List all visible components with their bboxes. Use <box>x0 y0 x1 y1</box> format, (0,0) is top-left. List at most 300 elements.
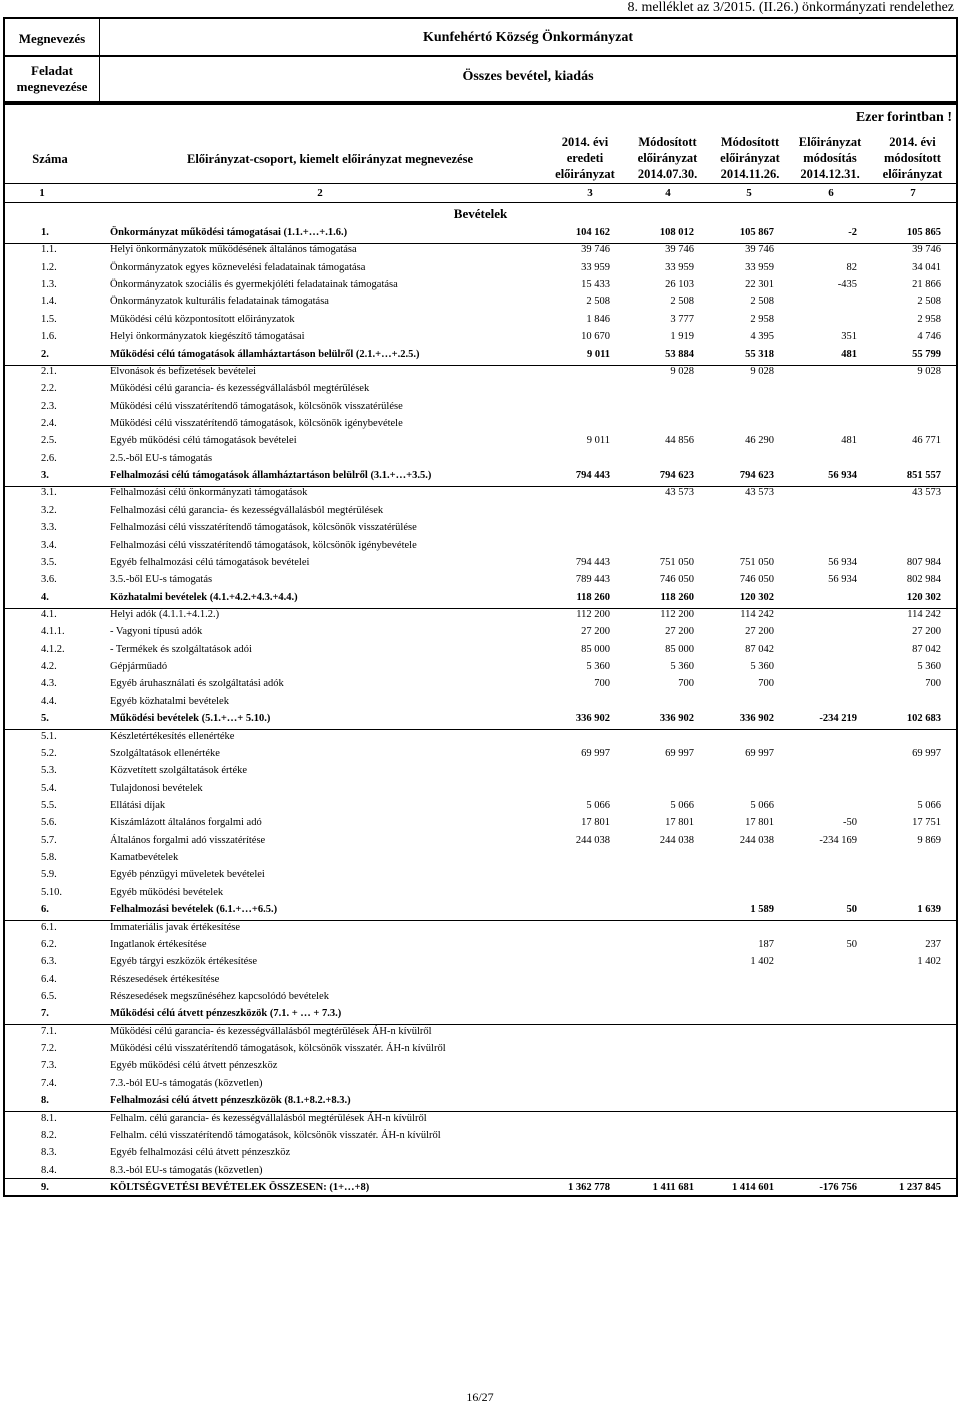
page-number: 16/27 <box>466 1390 494 1404</box>
feladat-label: Feladat megnevezése <box>16 63 88 94</box>
row-value: 55 318 <box>745 349 774 360</box>
row-number: 2.2. <box>41 383 57 394</box>
row-number: 4.1.2. <box>41 644 65 655</box>
table-row <box>5 573 956 590</box>
table-row <box>5 417 956 434</box>
row-value: 17 801 <box>581 817 610 828</box>
row-label: 3.5.-ből EU-s támogatás <box>110 574 213 585</box>
row-value: 105 867 <box>739 227 774 238</box>
row-label: Kiszámlázott általános forgalmi adó <box>110 817 262 828</box>
table-row <box>5 1025 956 1042</box>
row-number: 7.1. <box>41 1026 57 1037</box>
row-value: 10 670 <box>581 331 610 342</box>
row-value: 2 508 <box>586 296 610 307</box>
row-value: 85 000 <box>665 644 694 655</box>
row-value: -435 <box>837 279 857 290</box>
row-value: 3 777 <box>670 314 694 325</box>
row-value: -50 <box>843 817 857 828</box>
col-number: 1 <box>39 187 45 199</box>
row-value: 700 <box>678 678 694 689</box>
row-number: 5.2. <box>41 748 57 759</box>
table-row <box>5 886 956 903</box>
row-label: Önkormányzatok szociális és gyermekjóléti feladatainak támogatása <box>110 279 398 290</box>
row-number: 4.3. <box>41 678 57 689</box>
row-value: 244 038 <box>575 835 610 846</box>
row-value: 5 066 <box>670 800 694 811</box>
row-value: 751 050 <box>659 557 694 568</box>
row-value: 244 038 <box>739 835 774 846</box>
row-value: 27 200 <box>665 626 694 637</box>
row-label: - Termékek és szolgáltatások adói <box>110 644 252 655</box>
row-number: 1.6. <box>41 331 57 342</box>
row-label: Egyéb felhalmozási célú átvett pénzeszköz <box>110 1147 291 1158</box>
row-number: 1.1. <box>41 244 57 255</box>
row-value: 789 443 <box>575 574 610 585</box>
row-value: 807 984 <box>906 557 941 568</box>
row-value: 21 866 <box>912 279 941 290</box>
row-value: 1 919 <box>670 331 694 342</box>
row-value: 26 103 <box>665 279 694 290</box>
row-value: 15 433 <box>581 279 610 290</box>
row-value: 2 508 <box>917 296 941 307</box>
row-number: 3. <box>41 470 49 481</box>
row-value: 55 799 <box>912 349 941 360</box>
row-value: 9 028 <box>750 366 774 377</box>
table-row <box>5 313 956 330</box>
row-value: 69 997 <box>912 748 941 759</box>
row-value: 700 <box>925 678 941 689</box>
row-label: Egyéb felhalmozási célú támogatások bevételei <box>110 557 310 568</box>
row-value: 112 200 <box>576 609 610 620</box>
row-label: Működési célú támogatások államháztartáson belülről (2.1.+…+.2.5.) <box>110 349 420 360</box>
col-header-mod-1126: Módosított előirányzat 2014.11.26. <box>720 135 780 181</box>
row-label: Felhalmozási célú önkormányzati támogatások <box>110 487 308 498</box>
row-value: 1 589 <box>750 904 774 915</box>
row-number: 2.1. <box>41 366 57 377</box>
col-header-change-1231: Előirányzat módosítás 2014.12.31. <box>798 135 862 181</box>
table-row <box>5 834 956 851</box>
row-number: 5.7. <box>41 835 57 846</box>
col-header-original: 2014. évi eredeti előirányzat <box>555 135 615 181</box>
row-value: 851 557 <box>906 470 941 481</box>
row-value: 118 260 <box>576 592 610 603</box>
table-row <box>5 278 956 295</box>
row-label: Felhalmozási célú visszatérítendő támogatások, kölcsönök igénybevétele <box>110 540 417 551</box>
row-number: 2.3. <box>41 401 57 412</box>
row-number: 3.5. <box>41 557 57 568</box>
table-row <box>5 452 956 469</box>
row-value: 108 012 <box>659 227 694 238</box>
megnevezes-label: Megnevezés <box>18 31 86 46</box>
row-value: 85 000 <box>581 644 610 655</box>
row-value: 56 934 <box>828 557 857 568</box>
row-value: 336 902 <box>575 713 610 724</box>
row-value: 17 801 <box>745 817 774 828</box>
task-name: Összes bevétel, kiadás <box>462 69 594 84</box>
row-number: 1. <box>41 227 49 238</box>
row-label: Szolgáltatások ellenértéke <box>110 748 220 759</box>
row-label: Egyéb tárgyi eszközök értékesítése <box>110 956 258 967</box>
row-value: 56 934 <box>828 574 857 585</box>
row-value: 46 771 <box>912 435 941 446</box>
total-separator <box>5 1178 956 1179</box>
row-number: 7.4. <box>41 1078 57 1089</box>
row-label: 8.3.-ból EU-s támogatás (közvetlen) <box>110 1165 263 1176</box>
row-value: 1 414 601 <box>732 1182 774 1193</box>
row-label: Ellátási díjak <box>110 800 166 811</box>
col-number: 3 <box>587 187 593 199</box>
row-number: 5.6. <box>41 817 57 828</box>
table-row <box>5 330 956 347</box>
row-number: 1.4. <box>41 296 57 307</box>
row-label: Működési célú központosított előirányzatok <box>110 314 295 325</box>
row-value: 794 443 <box>575 470 610 481</box>
table-row-total <box>5 226 956 244</box>
row-value: 1 402 <box>917 956 941 967</box>
table-row <box>5 1077 956 1094</box>
table-row <box>5 382 956 399</box>
row-value: 2 508 <box>750 296 774 307</box>
row-value: 56 934 <box>828 470 857 481</box>
row-value: 120 302 <box>906 592 941 603</box>
row-value: 43 573 <box>745 487 774 498</box>
row-label: Elvonások és befizetések bevételei <box>110 366 257 377</box>
row-number: 8.4. <box>41 1165 57 1176</box>
row-label: Helyi önkormányzatok működésének általános támogatása <box>110 244 357 255</box>
col-number: 6 <box>828 187 834 199</box>
row-label: Egyéb működési bevételek <box>110 887 224 898</box>
row-value: 114 242 <box>740 609 774 620</box>
header-organization <box>3 17 958 57</box>
unit-label: Ezer forintban ! <box>855 110 952 125</box>
row-value: -234 169 <box>819 835 857 846</box>
row-value: 17 751 <box>912 817 941 828</box>
table-row <box>5 486 956 503</box>
row-label: Egyéb működési célú támogatások bevételei <box>110 435 297 446</box>
row-value: 5 360 <box>586 661 610 672</box>
row-number: 3.2. <box>41 505 57 516</box>
row-number: 5. <box>41 713 49 724</box>
row-number: 6.3. <box>41 956 57 967</box>
row-value: 1 846 <box>586 314 610 325</box>
row-value: 87 042 <box>912 644 941 655</box>
table-row <box>5 990 956 1007</box>
row-number: 5.3. <box>41 765 57 776</box>
row-label: 2.5.-ből EU-s támogatás <box>110 453 213 464</box>
row-value: 33 959 <box>665 262 694 273</box>
row-value: 39 746 <box>745 244 774 255</box>
row-value: 1 402 <box>750 956 774 967</box>
row-value: 22 301 <box>745 279 774 290</box>
row-label: Működési célú visszatérítendő támogatások, kölcsönök visszatérülése <box>110 401 403 412</box>
row-number: 4.1.1. <box>41 626 65 637</box>
row-number: 2.5. <box>41 435 57 446</box>
row-value: 53 884 <box>665 349 694 360</box>
row-number: 4.1. <box>41 609 57 620</box>
table-row-total <box>5 348 956 366</box>
table-row <box>5 1042 956 1059</box>
row-label: Egyéb áruhasználati és szolgáltatási adók <box>110 678 284 689</box>
row-value: 746 050 <box>659 574 694 585</box>
row-label: Közvetített szolgáltatások értéke <box>110 765 248 776</box>
table-row <box>5 556 956 573</box>
row-value: 39 746 <box>665 244 694 255</box>
row-value: 244 038 <box>659 835 694 846</box>
row-value: 4 746 <box>917 331 941 342</box>
row-value: 794 623 <box>659 470 694 481</box>
row-number: 1.2. <box>41 262 57 273</box>
row-label: Helyi önkormányzatok kiegészítő támogatásai <box>110 331 305 342</box>
row-label: Önkormányzatok egyes köznevelési feladatainak támogatása <box>110 262 366 273</box>
table-row <box>5 660 956 677</box>
row-label: Egyéb működési célú átvett pénzeszköz <box>110 1060 278 1071</box>
row-value: 700 <box>594 678 610 689</box>
table-row <box>5 1129 956 1146</box>
table-row <box>5 730 956 747</box>
header-separator <box>5 202 956 203</box>
row-label: Önkormányzat működési támogatásai (1.1.+…+.1.6.) <box>110 227 348 238</box>
row-value: 27 200 <box>581 626 610 637</box>
col-header-mod-0730: Módosított előirányzat 2014.07.30. <box>637 135 698 181</box>
row-value: 87 042 <box>745 644 774 655</box>
row-value: 44 856 <box>665 435 694 446</box>
header-task <box>3 57 958 103</box>
row-number: 1.5. <box>41 314 57 325</box>
row-label: Tulajdonosi bevételek <box>110 783 203 794</box>
table-row <box>5 504 956 521</box>
col-header-name: Előirányzat-csoport, kiemelt előirányzat megnevezése <box>186 152 474 166</box>
row-value: 5 360 <box>670 661 694 672</box>
table-row <box>5 434 956 451</box>
row-number: 7. <box>41 1008 49 1019</box>
table-row-total <box>5 903 956 921</box>
row-value: 4 395 <box>750 331 774 342</box>
row-label: Ingatlanok értékesítése <box>110 939 207 950</box>
row-value: 9 011 <box>586 349 610 360</box>
budget-table <box>3 103 958 1197</box>
organization-name: Kunfehértó Község Önkormányzat <box>423 30 633 45</box>
row-label: Működési célú garancia- és kezességvállalásból megtérülések <box>110 383 370 394</box>
row-label: Működési célú garancia- és kezességvállalásból megtérülések ÁH-n kívülről <box>110 1026 432 1037</box>
row-label: Felhalmozási célú támogatások államháztartáson belülről (3.1.+…+3.5.) <box>110 470 432 481</box>
table-row-total <box>5 1094 956 1112</box>
row-number: 5.10. <box>41 887 62 898</box>
table-row-total <box>5 1007 956 1025</box>
table-row <box>5 799 956 816</box>
table-row <box>5 955 956 972</box>
row-value: 9 011 <box>586 435 610 446</box>
row-value: 700 <box>758 678 774 689</box>
row-number: 4. <box>41 592 49 603</box>
row-value: 351 <box>841 331 857 342</box>
row-label: Felhalmozási célú visszatérítendő támogatások, kölcsönök visszatérülése <box>110 522 417 533</box>
row-number: 8. <box>41 1095 49 1106</box>
row-value: 102 683 <box>906 713 941 724</box>
table-row <box>5 921 956 938</box>
row-value: 1 639 <box>917 904 941 915</box>
col-number: 5 <box>746 187 752 199</box>
table-row <box>5 608 956 625</box>
row-value: 118 260 <box>660 592 694 603</box>
row-number: 6.5. <box>41 991 57 1002</box>
row-label: Felhalmozási célú garancia- és kezességvállalásból megtérülések <box>110 505 384 516</box>
table-row <box>5 539 956 556</box>
row-label: Működési célú átvett pénzeszközök (7.1. + … + 7.3.) <box>110 1008 342 1019</box>
col-number: 4 <box>665 187 671 199</box>
table-row <box>5 782 956 799</box>
row-number: 6.4. <box>41 974 57 985</box>
row-number: 3.3. <box>41 522 57 533</box>
table-row <box>5 295 956 312</box>
row-label: - Vagyoni típusú adók <box>110 626 203 637</box>
row-label: Kamatbevételek <box>110 852 179 863</box>
row-value: 27 200 <box>912 626 941 637</box>
row-label: KÖLTSÉGVETÉSI BEVÉTELEK ÖSSZESEN: (1+…+8) <box>110 1182 370 1193</box>
row-label: Általános forgalmi adó visszatérítése <box>110 835 266 846</box>
row-value: 17 801 <box>665 817 694 828</box>
row-value: 39 746 <box>912 244 941 255</box>
table-row-total <box>5 712 956 730</box>
row-value: 27 200 <box>745 626 774 637</box>
row-number: 4.2. <box>41 661 57 672</box>
row-label: Részesedések értékesítése <box>110 974 220 985</box>
row-number: 1.3. <box>41 279 57 290</box>
table-row <box>5 938 956 955</box>
row-value: 43 573 <box>912 487 941 498</box>
row-number: 5.8. <box>41 852 57 863</box>
row-value: 43 573 <box>665 487 694 498</box>
col-number: 7 <box>910 187 916 199</box>
row-value: 187 <box>758 939 774 950</box>
col-number: 2 <box>317 187 323 199</box>
row-label: 7.3.-ból EU-s támogatás (közvetlen) <box>110 1078 263 1089</box>
row-value: 9 869 <box>917 835 941 846</box>
row-value: -2 <box>848 227 857 238</box>
row-label: Működési bevételek (5.1.+…+ 5.10.) <box>110 713 271 724</box>
table-row <box>5 695 956 712</box>
row-value: 50 <box>846 904 857 915</box>
table-row <box>5 625 956 642</box>
row-value: 39 746 <box>581 244 610 255</box>
row-number: 5.5. <box>41 800 57 811</box>
row-value: 69 997 <box>581 748 610 759</box>
row-value: 105 865 <box>906 227 941 238</box>
table-row <box>5 400 956 417</box>
row-value: 1 237 845 <box>899 1182 941 1193</box>
table-row <box>5 365 956 382</box>
row-number: 2.6. <box>41 453 57 464</box>
table-row-total <box>5 591 956 609</box>
table-row <box>5 1059 956 1076</box>
row-value: 2 958 <box>917 314 941 325</box>
table-row-total <box>5 1181 956 1198</box>
table-row <box>5 521 956 538</box>
row-value: 336 902 <box>739 713 774 724</box>
table-row <box>5 868 956 885</box>
row-label: Közhatalmi bevételek (4.1.+4.2.+4.3.+4.4.) <box>110 592 298 603</box>
table-row <box>5 851 956 868</box>
row-value: 50 <box>846 939 857 950</box>
table-row <box>5 1146 956 1163</box>
row-label: Gépjárműadó <box>110 661 168 672</box>
table-row <box>5 747 956 764</box>
row-value: 9 028 <box>670 366 694 377</box>
table-row <box>5 1112 956 1129</box>
row-number: 6.2. <box>41 939 57 950</box>
row-number: 5.9. <box>41 869 57 880</box>
row-number: 2.4. <box>41 418 57 429</box>
col-header-szama: Száma <box>32 152 68 166</box>
row-label: Működési célú visszatérítendő támogatások, kölcsönök igénybevétele <box>110 418 403 429</box>
row-value: 336 902 <box>659 713 694 724</box>
row-number: 3.4. <box>41 540 57 551</box>
row-number: 8.1. <box>41 1113 57 1124</box>
row-value: 69 997 <box>745 748 774 759</box>
header-separator <box>5 183 956 184</box>
row-value: 120 302 <box>739 592 774 603</box>
table-row <box>5 643 956 660</box>
row-label: Készletértékesítés ellenértéke <box>110 731 235 742</box>
row-value: 9 028 <box>917 366 941 377</box>
row-number: 5.1. <box>41 731 57 742</box>
appendix-note: 8. melléklet az 3/2015. (II.26.) önkormányzati rendelethez <box>627 0 954 15</box>
row-number: 6.1. <box>41 922 57 933</box>
row-label: Felhalmozási célú átvett pénzeszközök (8.1.+8.2.+8.3.) <box>110 1095 351 1106</box>
row-value: 5 066 <box>586 800 610 811</box>
row-number: 9. <box>41 1182 49 1193</box>
row-value: 794 443 <box>575 557 610 568</box>
row-label: Önkormányzatok kulturális feladatainak támogatása <box>110 296 329 307</box>
row-value: 237 <box>925 939 941 950</box>
row-value: 112 200 <box>660 609 694 620</box>
table-row <box>5 261 956 278</box>
row-value: 2 958 <box>750 314 774 325</box>
row-value: 751 050 <box>739 557 774 568</box>
row-value: 5 066 <box>917 800 941 811</box>
row-label: Helyi adók (4.1.1.+4.1.2.) <box>110 609 220 620</box>
row-value: 794 623 <box>739 470 774 481</box>
row-value: 5 360 <box>750 661 774 672</box>
row-value: -176 756 <box>819 1182 857 1193</box>
row-value: 802 984 <box>906 574 941 585</box>
table-row <box>5 973 956 990</box>
row-value: 5 066 <box>750 800 774 811</box>
row-value: 1 411 681 <box>652 1182 694 1193</box>
row-number: 3.6. <box>41 574 57 585</box>
row-label: Egyéb pénzügyi műveletek bevételei <box>110 869 265 880</box>
row-label: Immateriális javak értékesítése <box>110 922 241 933</box>
section-title: Bevételek <box>453 206 508 221</box>
col-header-modified: 2014. évi módosított előirányzat <box>882 135 943 181</box>
row-label: Működési célú visszatérítendő támogatások, kölcsönök visszatér. ÁH-n kívülről <box>110 1043 446 1054</box>
row-number: 4.4. <box>41 696 57 707</box>
row-label: Részesedések megszűnéséhez kapcsolódó bevételek <box>110 991 329 1002</box>
row-number: 7.3. <box>41 1060 57 1071</box>
row-number: 3.1. <box>41 487 57 498</box>
row-value: 2 508 <box>670 296 694 307</box>
row-label: Egyéb közhatalmi bevételek <box>110 696 229 707</box>
row-value: 46 290 <box>745 435 774 446</box>
row-value: 746 050 <box>739 574 774 585</box>
row-value: 114 242 <box>907 609 941 620</box>
row-value: -234 219 <box>819 713 857 724</box>
row-value: 481 <box>841 349 857 360</box>
row-number: 2. <box>41 349 49 360</box>
row-value: 481 <box>841 435 857 446</box>
row-number: 8.3. <box>41 1147 57 1158</box>
row-number: 6. <box>41 904 49 915</box>
row-label: Felhalm. célú visszatérítendő támogatások, kölcsönök visszatér. ÁH-n kívülről <box>110 1130 441 1141</box>
